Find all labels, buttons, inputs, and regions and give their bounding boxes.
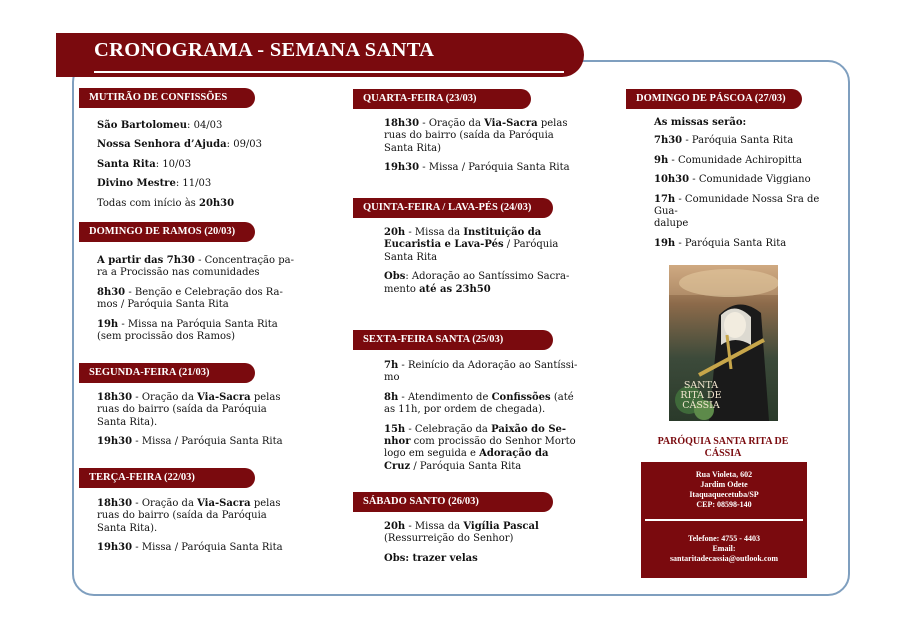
schedule-item [97,542,297,554]
schedule-item [384,227,584,264]
item-text: - Comunidade Viggiano [689,174,811,186]
item-text: mento [384,283,420,295]
schedule-item [384,392,584,417]
title-underline [94,71,564,73]
item-text: logo em seguida e [384,448,480,460]
schedule-item [384,118,584,155]
address-line: Rua Violeta, 602 [695,470,753,479]
schedule-item [654,194,844,231]
schedule-item [97,159,297,171]
item-highlight: Confissões [491,391,551,403]
item-time: Nossa Senhora d’Ajuda [97,139,227,151]
item-time: Santa Rita [97,158,156,170]
list-quarta [384,118,584,182]
heading-quarta: QUARTA-FEIRA (23/03) [353,89,531,109]
item-text: as 11h, por ordem de chegada). [384,404,546,416]
schedule-item [654,155,844,167]
schedule-item [97,139,297,151]
schedule-item [384,271,584,296]
item-time: 7h30 [654,135,683,147]
item-text: - Oração da [419,118,485,129]
list-terca [97,498,297,562]
schedule-item [654,238,844,250]
item-time: 9h [654,154,669,166]
schedule-item [97,436,297,448]
item-text: - Concentração pa- [194,255,294,266]
item-time: 20h [384,227,406,238]
item-time: 17h [654,193,676,205]
schedule-item [654,135,844,147]
item-text: - Paróquia Santa Rita [675,237,787,249]
item-text: - Reinício da Adoração ao Santíssi- [398,360,578,371]
item-highlight: Adoração da [479,448,549,460]
list-sexta [384,360,584,480]
item-text: - Oração da [132,392,198,403]
item-text: (sem procissão dos Ramos) [97,331,236,343]
address-line: CEP: 08598-140 [696,500,752,509]
item-text: - Atendimento de [398,391,492,403]
schedule-item [97,392,297,429]
schedule-item [384,360,584,385]
item-text: : 11/03 [175,178,212,190]
item-time: 10h30 [654,174,690,186]
item-text: (Ressurreição do Senhor) [384,533,514,545]
schedule-item [97,255,297,280]
item-highlight: Vigília Pascal [463,521,539,532]
item-highlight: Eucaristia e Lava-Pés [384,239,504,251]
divider [645,519,803,521]
email-value[interactable]: santaritadecassia@outlook.com [669,554,779,563]
item-text: (até [550,391,574,403]
schedule-item [97,198,297,210]
item-text: : Adoração ao Santíssimo Sacra- [405,271,570,283]
item-text: Santa Rita) [384,142,442,154]
schedule-item [97,287,297,312]
item-text: pelas [250,498,281,509]
item-text: / Paróquia [503,239,559,251]
item-highlight: Via-Sacra [197,392,251,403]
schedule-item [97,178,297,190]
item-text: - Comunidade Nossa Sra de Gua- [654,193,820,218]
parish-name: PARÓQUIA SANTA RITA DE CÁSSIA [657,436,789,459]
heading-pascoa: DOMINGO DE PÁSCOA (27/03) [626,89,802,109]
list-mutirao [97,120,297,217]
heading-terca: TERÇA-FEIRA (22/03) [79,468,255,488]
pascoa-intro: As missas serão: [654,117,747,128]
item-time: 19h30 [384,162,420,174]
item-highlight: Cruz [384,460,411,472]
item-text: - Oração da [132,498,198,509]
item-time: São Bartolomeu [97,120,188,131]
address-block [641,470,807,510]
item-highlight: Via-Sacra [197,498,251,509]
contact-block [641,534,807,564]
item-text: mo [384,372,400,384]
item-text: - Missa da [405,227,464,238]
item-time: 15h [384,423,406,435]
list-quinta [384,227,584,303]
heading-ramos: DOMINGO DE RAMOS (20/03) [79,222,255,242]
item-time: 19h30 [97,542,133,554]
item-text: Santa Rita). [97,522,158,534]
item-text: ruas do bairro (saída da Paróquia [97,510,267,522]
item-text: Todas com início às [97,197,199,209]
item-text: Santa Rita [384,251,438,263]
schedule-item [97,498,297,535]
item-text: - Benção e Celebração dos Ra- [125,286,283,298]
item-text: : 04/03 [187,120,223,131]
item-highlight: Instituição da [463,227,542,238]
schedule-item [384,162,584,174]
item-text: : 10/03 [155,158,192,170]
item-highlight: 20h30 [198,197,235,209]
schedule-item [97,319,297,344]
address-line: Jardim Odete [700,480,748,489]
contact-box [641,462,807,578]
item-text: Santa Rita). [97,416,158,428]
item-time: 7h [384,360,399,371]
schedule-item [384,521,584,546]
item-time: 19h [654,237,676,249]
item-time: 18h30 [97,392,133,403]
item-text: - Missa / Paróquia Santa Rita [419,162,570,174]
heading-sexta: SEXTA-FEIRA SANTA (25/03) [353,330,553,350]
item-text: - Missa / Paróquia Santa Rita [132,436,283,448]
address-line: Itaquaquecetuba/SP [689,490,759,499]
title-banner [56,33,584,77]
item-highlight: Paixão do Se- [491,423,567,435]
item-text: ruas do bairro (saída da Paróquia [384,130,554,142]
item-time: 19h [97,318,119,330]
santa-rita-image [669,265,778,421]
schedule-item [384,553,584,565]
phone-line: Telefone: 4755 - 4403 [688,534,760,543]
email-label: Email: [712,544,736,553]
list-ramos [97,255,297,350]
item-text: - Celebração da [405,423,492,435]
list-segunda [97,392,297,456]
list-sabado [384,521,584,572]
item-text: - Comunidade Achiropitta [668,154,802,166]
item-text: com procissão do Senhor Morto [410,436,576,448]
heading-sabado: SÁBADO SANTO (26/03) [353,492,553,512]
item-text: pelas [250,392,281,403]
item-text: dalupe [654,218,689,230]
list-pascoa [654,117,844,257]
item-text: - Missa na Paróquia Santa Rita [118,318,278,330]
item-text: - Missa / Paróquia Santa Rita [132,542,283,554]
schedule-item [384,424,584,474]
item-text: / Paróquia Santa Rita [410,460,522,472]
schedule-item [654,174,844,186]
item-time: Divino Mestre [97,178,176,190]
item-time: 8h [384,391,399,403]
item-highlight: Via-Sacra [484,118,538,129]
image-caption: SANTA RITA DE CÁSSIA [680,380,722,411]
item-text: : 09/03 [226,139,263,151]
item-time: A partir das 7h30 [97,255,195,266]
item-time: 20h [384,521,406,532]
item-text: pelas [537,118,568,129]
item-text: ra a Procissão nas comunidades [97,267,260,279]
item-time: 18h30 [384,118,420,129]
heading-segunda: SEGUNDA-FEIRA (21/03) [79,363,255,383]
item-highlight: nhor [384,436,411,448]
page-title: CRONOGRAMA - SEMANA SANTA [94,39,435,61]
item-text: ruas do bairro (saída da Paróquia [97,404,267,416]
heading-mutirao: MUTIRÃO DE CONFISSÕES [79,88,255,108]
item-text: - Paróquia Santa Rita [682,135,794,147]
item-time: 19h30 [97,436,133,448]
heading-quinta: QUINTA-FEIRA / LAVA-PÉS (24/03) [353,198,553,218]
item-text: mos / Paróquia Santa Rita [97,299,229,311]
item-time: Obs [384,271,406,283]
item-time: 8h30 [97,286,126,298]
item-time: Obs: trazer velas [384,552,478,564]
schedule-item [97,120,297,132]
item-text: - Missa da [405,521,464,532]
item-highlight: até as 23h50 [419,283,491,295]
item-time: 18h30 [97,498,133,509]
